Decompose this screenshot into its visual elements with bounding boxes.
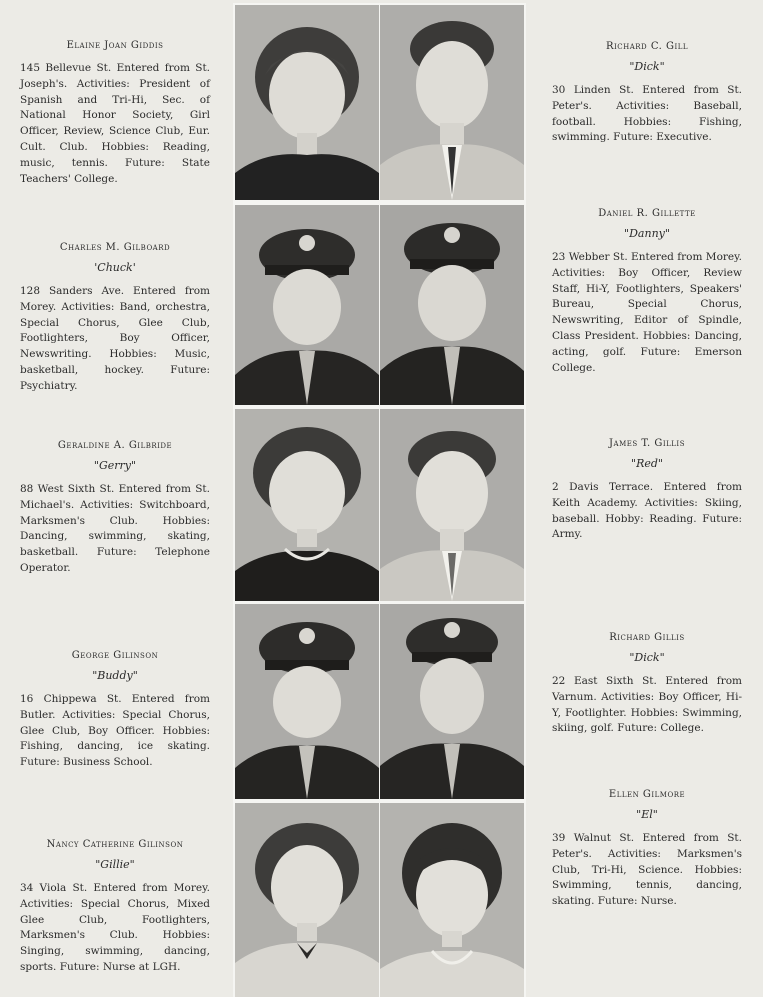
student-name: Geraldine A. Gilbride: [57, 440, 173, 451]
student-bio: 16 Chippewa St. Entered from Butler. Activities: Special Chorus, Glee Club, Boy Officer. Hobbies: Fishing, dancing, ice skating. Future: Business School.: [20, 693, 210, 769]
portrait-richard-c-gill: [380, 5, 524, 200]
entry-geraldine-gilbride: [20, 440, 210, 577]
portrait-richard-gillis: [380, 604, 524, 799]
entry-daniel-gillette: [552, 208, 742, 376]
portrait-daniel-gillette: [380, 205, 524, 405]
student-bio: 128 Sanders Ave. Entered from Morey. Activities: Band, orchestra, Special Chorus, Glee Club, Footlighters, Boy Officer, Newswriting. Hobbies: Music, basketball, hockey. Future: Psychiatry.: [20, 285, 210, 392]
student-name: Ellen Gilmore: [608, 789, 686, 800]
entry-nancy-gilinson: [20, 839, 210, 976]
girl-portrait-icon: [235, 5, 379, 200]
entry-richard-gillis: [552, 632, 742, 737]
cadet-portrait-icon: [380, 604, 524, 799]
entry-james-gillis: [552, 438, 742, 543]
student-name: Charles M. Gilboard: [59, 242, 171, 253]
cadet-portrait-icon: [380, 205, 524, 405]
student-bio: 30 Linden St. Entered from St. Peter's. Activities: Baseball, football. Hobbies: Fishing, swimming. Future: Executive.: [552, 84, 742, 144]
student-bio: 145 Bellevue St. Entered from St. Joseph's. Activities: President of Spanish and Tri-Hi, Sec. of National Honor Society, Girl Officer, Review, Science Club, Eur. Cult. Club. Hobbies: Reading, music, tennis. Future: State Teachers' College.: [20, 62, 210, 185]
portrait-nancy-gilinson: [235, 803, 379, 997]
student-nickname: "Gillie": [95, 858, 135, 871]
student-name: Richard C. Gill: [605, 41, 689, 52]
boy-portrait-icon: [380, 5, 524, 200]
student-nickname: "Dick": [629, 60, 665, 73]
girl-portrait-icon: [235, 409, 379, 601]
student-name: George Gilinson: [71, 650, 159, 661]
portrait-elaine-giddis: [235, 5, 379, 200]
portrait-ellen-gilmore: [380, 803, 524, 997]
portrait-charles-gilboard: [235, 205, 379, 405]
student-nickname: "Buddy": [92, 669, 138, 682]
entry-elaine-giddis: [20, 40, 210, 187]
portrait-james-gillis: [380, 409, 524, 601]
student-bio: 39 Walnut St. Entered from St. Peter's. Activities: Marksmen's Club, Tri-Hi, Science. Hobbies: Swimming, tennis, dancing, skating. Future: Nurse.: [552, 832, 742, 908]
student-nickname: "Gerry": [93, 459, 137, 472]
girl-portrait-icon: [235, 803, 379, 997]
student-name: James T. Gillis: [609, 438, 685, 449]
cadet-portrait-icon: [235, 205, 379, 405]
student-name: Richard Gillis: [609, 632, 685, 643]
portrait-george-gilinson: [235, 604, 379, 799]
student-nickname: "El": [636, 808, 658, 821]
student-name: Nancy Catherine Gilinson: [46, 839, 184, 850]
student-nickname: "Danny": [624, 227, 670, 240]
student-bio: 23 Webber St. Entered from Morey. Activities: Boy Officer, Review Staff, Hi-Y, Footlighters, Speakers' Bureau, Special Chorus, Newswriting, Editor of Spindle, Class President. Hobbies: Dancing, acting, golf. Future: Emerson College.: [552, 251, 742, 374]
student-name: Daniel R. Gillette: [598, 208, 696, 219]
student-name: Elaine Joan Giddis: [66, 40, 164, 51]
student-nickname: "Red": [631, 457, 663, 470]
student-nickname: 'Chuck': [94, 261, 136, 274]
entry-ellen-gilmore: [552, 789, 742, 910]
cadet-portrait-icon: [235, 604, 379, 799]
student-bio: 22 East Sixth St. Entered from Varnum. Activities: Boy Officer, Hi-Y, Footlighter. Hobbies: Swimming, skiing, golf. Future: College.: [552, 675, 742, 735]
entry-charles-gilboard: [20, 242, 210, 395]
entry-richard-c-gill: [552, 41, 742, 146]
girl-portrait-icon: [380, 803, 524, 997]
boy-portrait-icon: [380, 409, 524, 601]
student-bio: 34 Viola St. Entered from Morey. Activities: Special Chorus, Mixed Glee Club, Footlighters, Marksmen's Club. Hobbies: Singing, swimming, dancing, sports. Future: Nurse at LGH.: [20, 882, 210, 973]
portrait-geraldine-gilbride: [235, 409, 379, 601]
portrait-grid: [233, 3, 526, 997]
student-nickname: "Dick": [629, 651, 665, 664]
student-bio: 2 Davis Terrace. Entered from Keith Academy. Activities: Skiing, baseball. Hobby: Reading. Future: Army.: [552, 481, 742, 541]
entry-george-gilinson: [20, 650, 210, 771]
student-bio: 88 West Sixth St. Entered from St. Michael's. Activities: Switchboard, Marksmen's Club. Hobbies: Dancing, swimming, skating, basketball. Future: Telephone Operator.: [20, 483, 210, 574]
